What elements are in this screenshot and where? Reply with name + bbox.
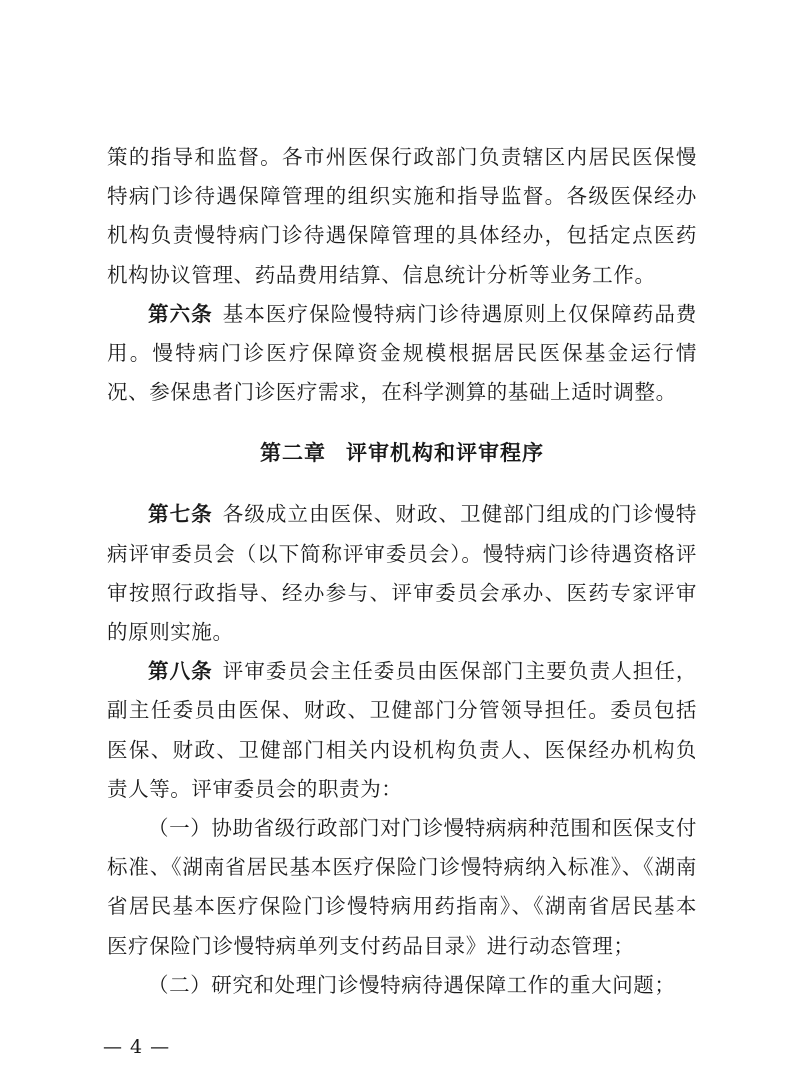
page-number: — 4 — bbox=[103, 1036, 171, 1058]
article-8-label: 第八条 bbox=[148, 659, 213, 684]
chapter-number: 第二章 bbox=[260, 441, 326, 466]
chapter-heading bbox=[107, 433, 697, 473]
document-body bbox=[107, 138, 697, 1005]
article-6-text: 基本医疗保险慢特病门诊待遇原则上仅保障药品费用。慢特病门诊医疗保障资金规模根据居民医保基金运行情况、参保患者门诊医疗需求，在科学测算的基础上适时调整。 bbox=[107, 301, 697, 405]
article-6-label: 第六条 bbox=[148, 301, 213, 326]
article-8 bbox=[107, 652, 697, 809]
list-item-2: （二）研究和处理门诊慢特病待遇保障工作的重大问题； bbox=[148, 972, 676, 997]
chapter-title: 评审机构和评审程序 bbox=[346, 441, 544, 466]
article-7-text: 各级成立由医保、财政、卫健部门组成的门诊慢特病评审委员会（以下简称评审委员会）。慢特病门诊待遇资格评审按照行政指导、经办参与、评审委员会承办、医药专家评审的原则实施。 bbox=[107, 502, 697, 645]
article-7-label: 第七条 bbox=[148, 502, 213, 527]
article-6 bbox=[107, 295, 697, 413]
paragraph-continued: 策的指导和监督。各市州医保行政部门负责辖区内居民医保慢特病门诊待遇保障管理的组织实施和指导监督。各级医保经办机构负责慢特病门诊待遇保障管理的具体经办，包括定点医药机构协议管理、药品费用结算、信息统计分析等业务工作。 bbox=[107, 145, 697, 287]
list-item-1: （一）协助省级行政部门对门诊慢特病病种范围和医保支付标准、《湖南省居民基本医疗保险门诊慢特病纳入标准》、《湖南省居民基本医疗保险门诊慢特病用药指南》、《湖南省居民基本医疗保险门诊慢特病单列支付药品目录》进行动态管理； bbox=[107, 816, 697, 958]
article-8-text: 评审委员会主任委员由医保部门主要负责人担任，副主任委员由医保、财政、卫健部门分管领导担任。委员包括医保、财政、卫健部门相关内设机构负责人、医保经办机构负责人等。评审委员会的职责为： bbox=[107, 659, 697, 801]
article-7 bbox=[107, 495, 697, 652]
